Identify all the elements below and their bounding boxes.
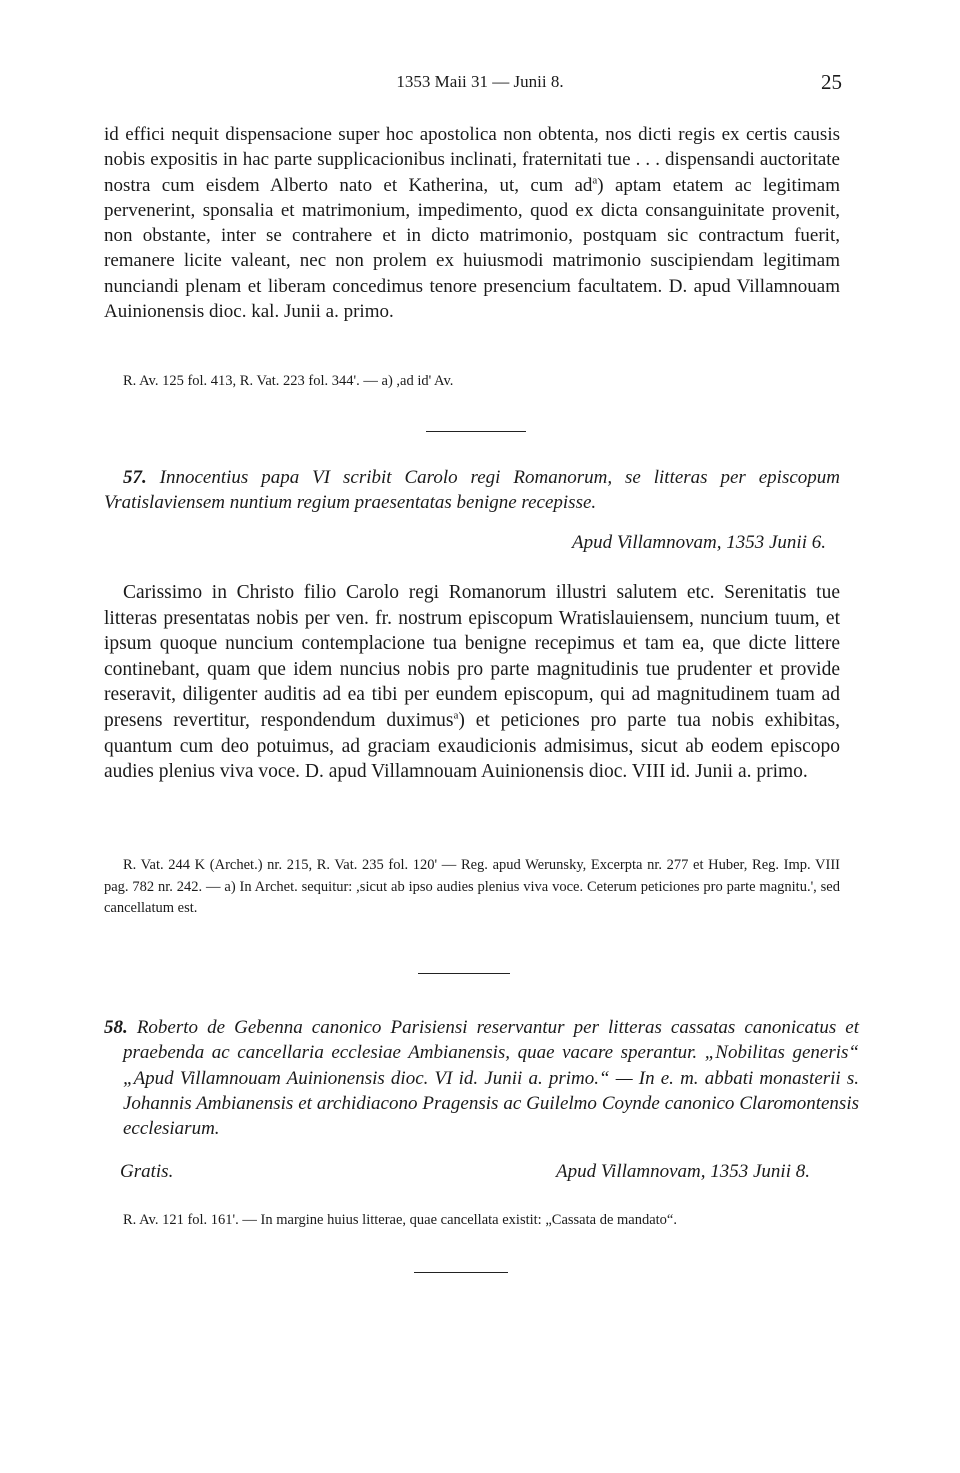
doc57-text-part1: Carissimo in Christo filio Carolo regi Romanorum illustri salutem etc. Serenitatis tue litteras presentatas nobis per ven. fr. nostrum episcopum Wratislauiensem, nuncium tuum, et ipsum quoque nuncium contemplacione tua benigne recepimus et tam ea, que dicte littere continebant, quam que idem nuncius nobis pro parte magnitudinis tue prudenter et provide reseravit, diligenter auditis ad ea tibi per eundem episcopum, qui ad magnitudinem tuam ad presens revertitur, respondendum duximus [104,582,840,731]
doc56-note-mark: a [592,174,598,187]
doc58-number: 58. [104,1017,128,1038]
doc58-dateline: Apud Villamnovam, 1353 Junii 8. [555,1161,810,1182]
doc57-number: 57. [123,467,147,488]
doc58-regest [104,1015,859,1141]
doc56-text-part2: ) aptam etatem ac legitimam pervenerint, sponsalia et matrimonium, impedimento, quod ex dicta consanguinitate provenit, non obstante, inter se contrahere et in dicto matrimonio, postquam sic contractum fuerit, remanere licite valeant, nec non prolem ex huiusmodi matrimonio suscipiendam legitimam nunciandi plenam et liberam concedimus tenore presencium facultatem. D. apud Villamnouam Auinionensis dioc. kal. Junii a. primo. [104,174,840,323]
doc58-source-note: R. Av. 121 fol. 161'. — In margine huius litterae, quae cancellata existit: „Cassata de mandato“. [123,1212,677,1228]
separator-rule [414,1272,508,1273]
doc56-source-note: R. Av. 125 fol. 413, R. Vat. 223 fol. 344'. — a) ,ad id' Av. [123,373,454,389]
doc57-dateline: Apud Villamnovam, 1353 Junii 6. [571,532,826,553]
doc58-gratis: Gratis. [120,1161,174,1182]
separator-rule [426,431,526,432]
doc57-source-note: R. Vat. 244 K (Archet.) nr. 215, R. Vat. 235 fol. 120' — Reg. apud Werunsky, Excerpta nr. 277 et Huber, Reg. Imp. VIII pag. 782 nr. 242. — a) In Archet. sequitur: ,sicut ab ipso audies plenius viva voce. Ceterum peticiones pro parte magnitu.', sed cancellatum est. [104,857,840,916]
doc57-regest [104,465,840,516]
doc57-text-part2: ) et peticiones pro parte tua nobis exhibitas, quantum cum deo potuimus, ad graciam exaudicionis admisimus, sicut ab eodem episcopo audies plenius viva voce. D. apud Villamnouam Auinionensis dioc. VIII id. Junii a. primo. [104,709,840,783]
doc56-text-part1: id effici nequit dispensacione super hoc apostolica non obtenta, nos dicti regis ex certis causis nobis expositis in hac parte supplicacionibus inclinati, fraternitati tue . . . dispensandi auctoritate nostra cum eisdem Alberto nato et Katherina, ut, cum ad [104,124,840,196]
doc57-note-mark: a [453,709,459,722]
separator-rule [418,973,510,974]
doc58-regest-text: Roberto de Gebenna canonico Parisiensi reservantur per litteras cassatas canonicatus et praebenda ac cancellaria ecclesiae Ambianensis, quae vacare sperantur. „Nobilitas generis“ „Apud Villamnouam Auinionensis dioc. VI id. Junii a. primo.“ — In e. m. abbati monasterii s. Johannis Ambianensis et archidiacono Pragensis ac Guilelmo Coynde canonico Claromontensis ecclesiarum. [123,1017,859,1140]
doc57-regest-text: Innocentius papa VI scribit Carolo regi Romanorum, se litteras per episcopum Vratislaviensem nuntium regium praesentatas benigne recepisse. [104,467,840,514]
doc57-text [104,580,840,785]
doc56-text [104,122,840,324]
page-header [0,70,960,100]
page-number: 25 [821,70,842,94]
running-head: 1353 Maii 31 — Junii 8. [396,72,564,91]
